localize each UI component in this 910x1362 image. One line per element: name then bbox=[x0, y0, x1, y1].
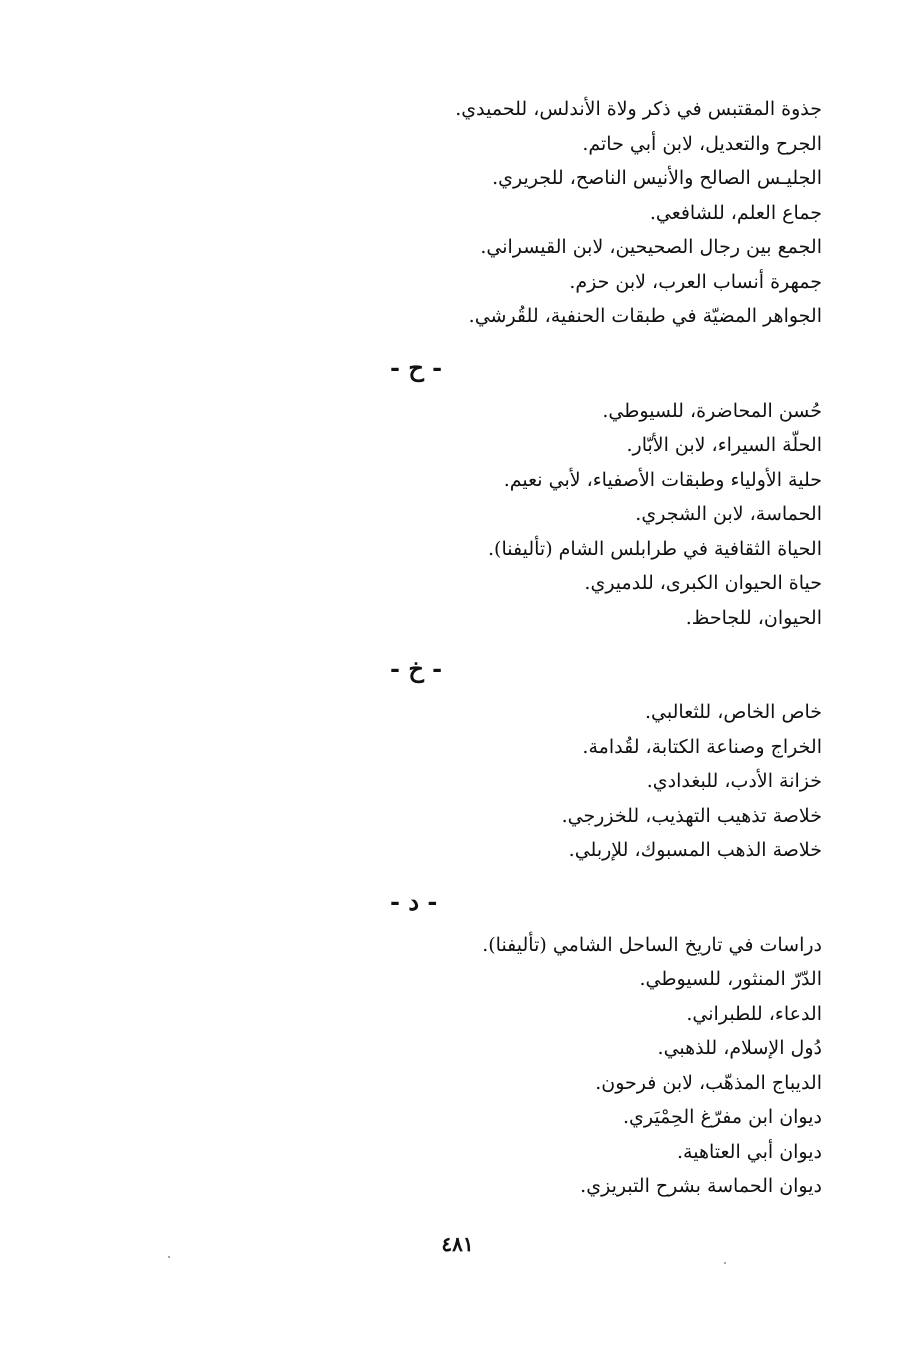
section-jim bbox=[382, 92, 822, 334]
list-item: حياة الحيوان الكبرى، للدميري. bbox=[584, 572, 822, 594]
entry-list bbox=[382, 92, 822, 334]
list-item: دراسات في تاريخ الساحل الشامي (تأليفنا). bbox=[482, 933, 822, 956]
scan-speck bbox=[168, 1256, 170, 1258]
list-item: الحيوان، للجاحظ. bbox=[685, 606, 822, 629]
scan-speck bbox=[724, 1262, 726, 1264]
section-kha bbox=[382, 643, 822, 868]
entry-list bbox=[382, 695, 822, 868]
list-item: جماع العلم، للشافعي. bbox=[649, 201, 822, 224]
list-item: حلية الأولياء وطبقات الأصفياء، لأبي نعيم. bbox=[503, 468, 822, 491]
section-heading: - خ - bbox=[390, 654, 443, 683]
list-item: خزانة الأدب، للبغدادي. bbox=[646, 770, 822, 792]
list-item: الخراج وصناعة الكتابة، لقُدامة. bbox=[582, 735, 822, 758]
list-item: ديوان الحماسة بشرح التبريزي. bbox=[580, 1175, 822, 1197]
section-heading: - د - bbox=[390, 886, 438, 916]
list-item: الحلّة السيراء، لابن الأبّار. bbox=[626, 434, 822, 456]
list-item: الجرح والتعديل، لابن أبي حاتم. bbox=[582, 132, 822, 155]
list-item: الجمع بين رجال الصحيحين، لابن القيسراني. bbox=[480, 236, 822, 258]
page-number-text: ٤٨١ bbox=[441, 1232, 474, 1256]
list-item: دُول الإسلام، للذهبي. bbox=[657, 1037, 822, 1059]
list-item: الدّرّ المنثور، للسيوطي. bbox=[639, 968, 822, 990]
section-heading: - ح - bbox=[390, 352, 443, 382]
list-item: خلاصة الذهب المسبوك، للإربلي. bbox=[568, 839, 822, 861]
bibliography-column bbox=[382, 92, 822, 1204]
list-item: ديوان أبي العتاهية. bbox=[676, 1140, 822, 1163]
list-item: خلاصة تذهيب التهذيب، للخزرجي. bbox=[561, 804, 822, 827]
list-item: الحياة الثقافية في طرابلس الشام (تأليفنا). bbox=[488, 537, 822, 560]
section-dal bbox=[382, 876, 822, 1204]
list-item: جمهرة أنساب العرب، لابن حزم. bbox=[569, 270, 822, 293]
list-item: الحماسة، لابن الشجري. bbox=[635, 503, 822, 525]
page-number bbox=[0, 1232, 910, 1256]
list-item: الديباج المذهّب، لابن فرحون. bbox=[595, 1071, 822, 1094]
list-item: خاص الخاص، للثعالبي. bbox=[645, 701, 822, 723]
list-item: الجليـس الصالح والأنيس الناصح، للجريري. bbox=[492, 167, 822, 189]
section-ha bbox=[382, 342, 822, 636]
list-item: الجواهر المضيّة في طبقات الحنفية، للقُرشي. bbox=[468, 305, 822, 327]
entry-list bbox=[382, 394, 822, 636]
list-item: الدعاء، للطبراني. bbox=[686, 1002, 822, 1025]
entry-list bbox=[382, 928, 822, 1204]
list-item: ديوان ابن مفرّغ الحِمْيَري. bbox=[623, 1106, 822, 1128]
list-item: حُسن المحاضرة، للسيوطي. bbox=[602, 399, 822, 422]
list-item: جذوة المقتبس في ذكر ولاة الأندلس، للحميدي. bbox=[455, 98, 822, 120]
